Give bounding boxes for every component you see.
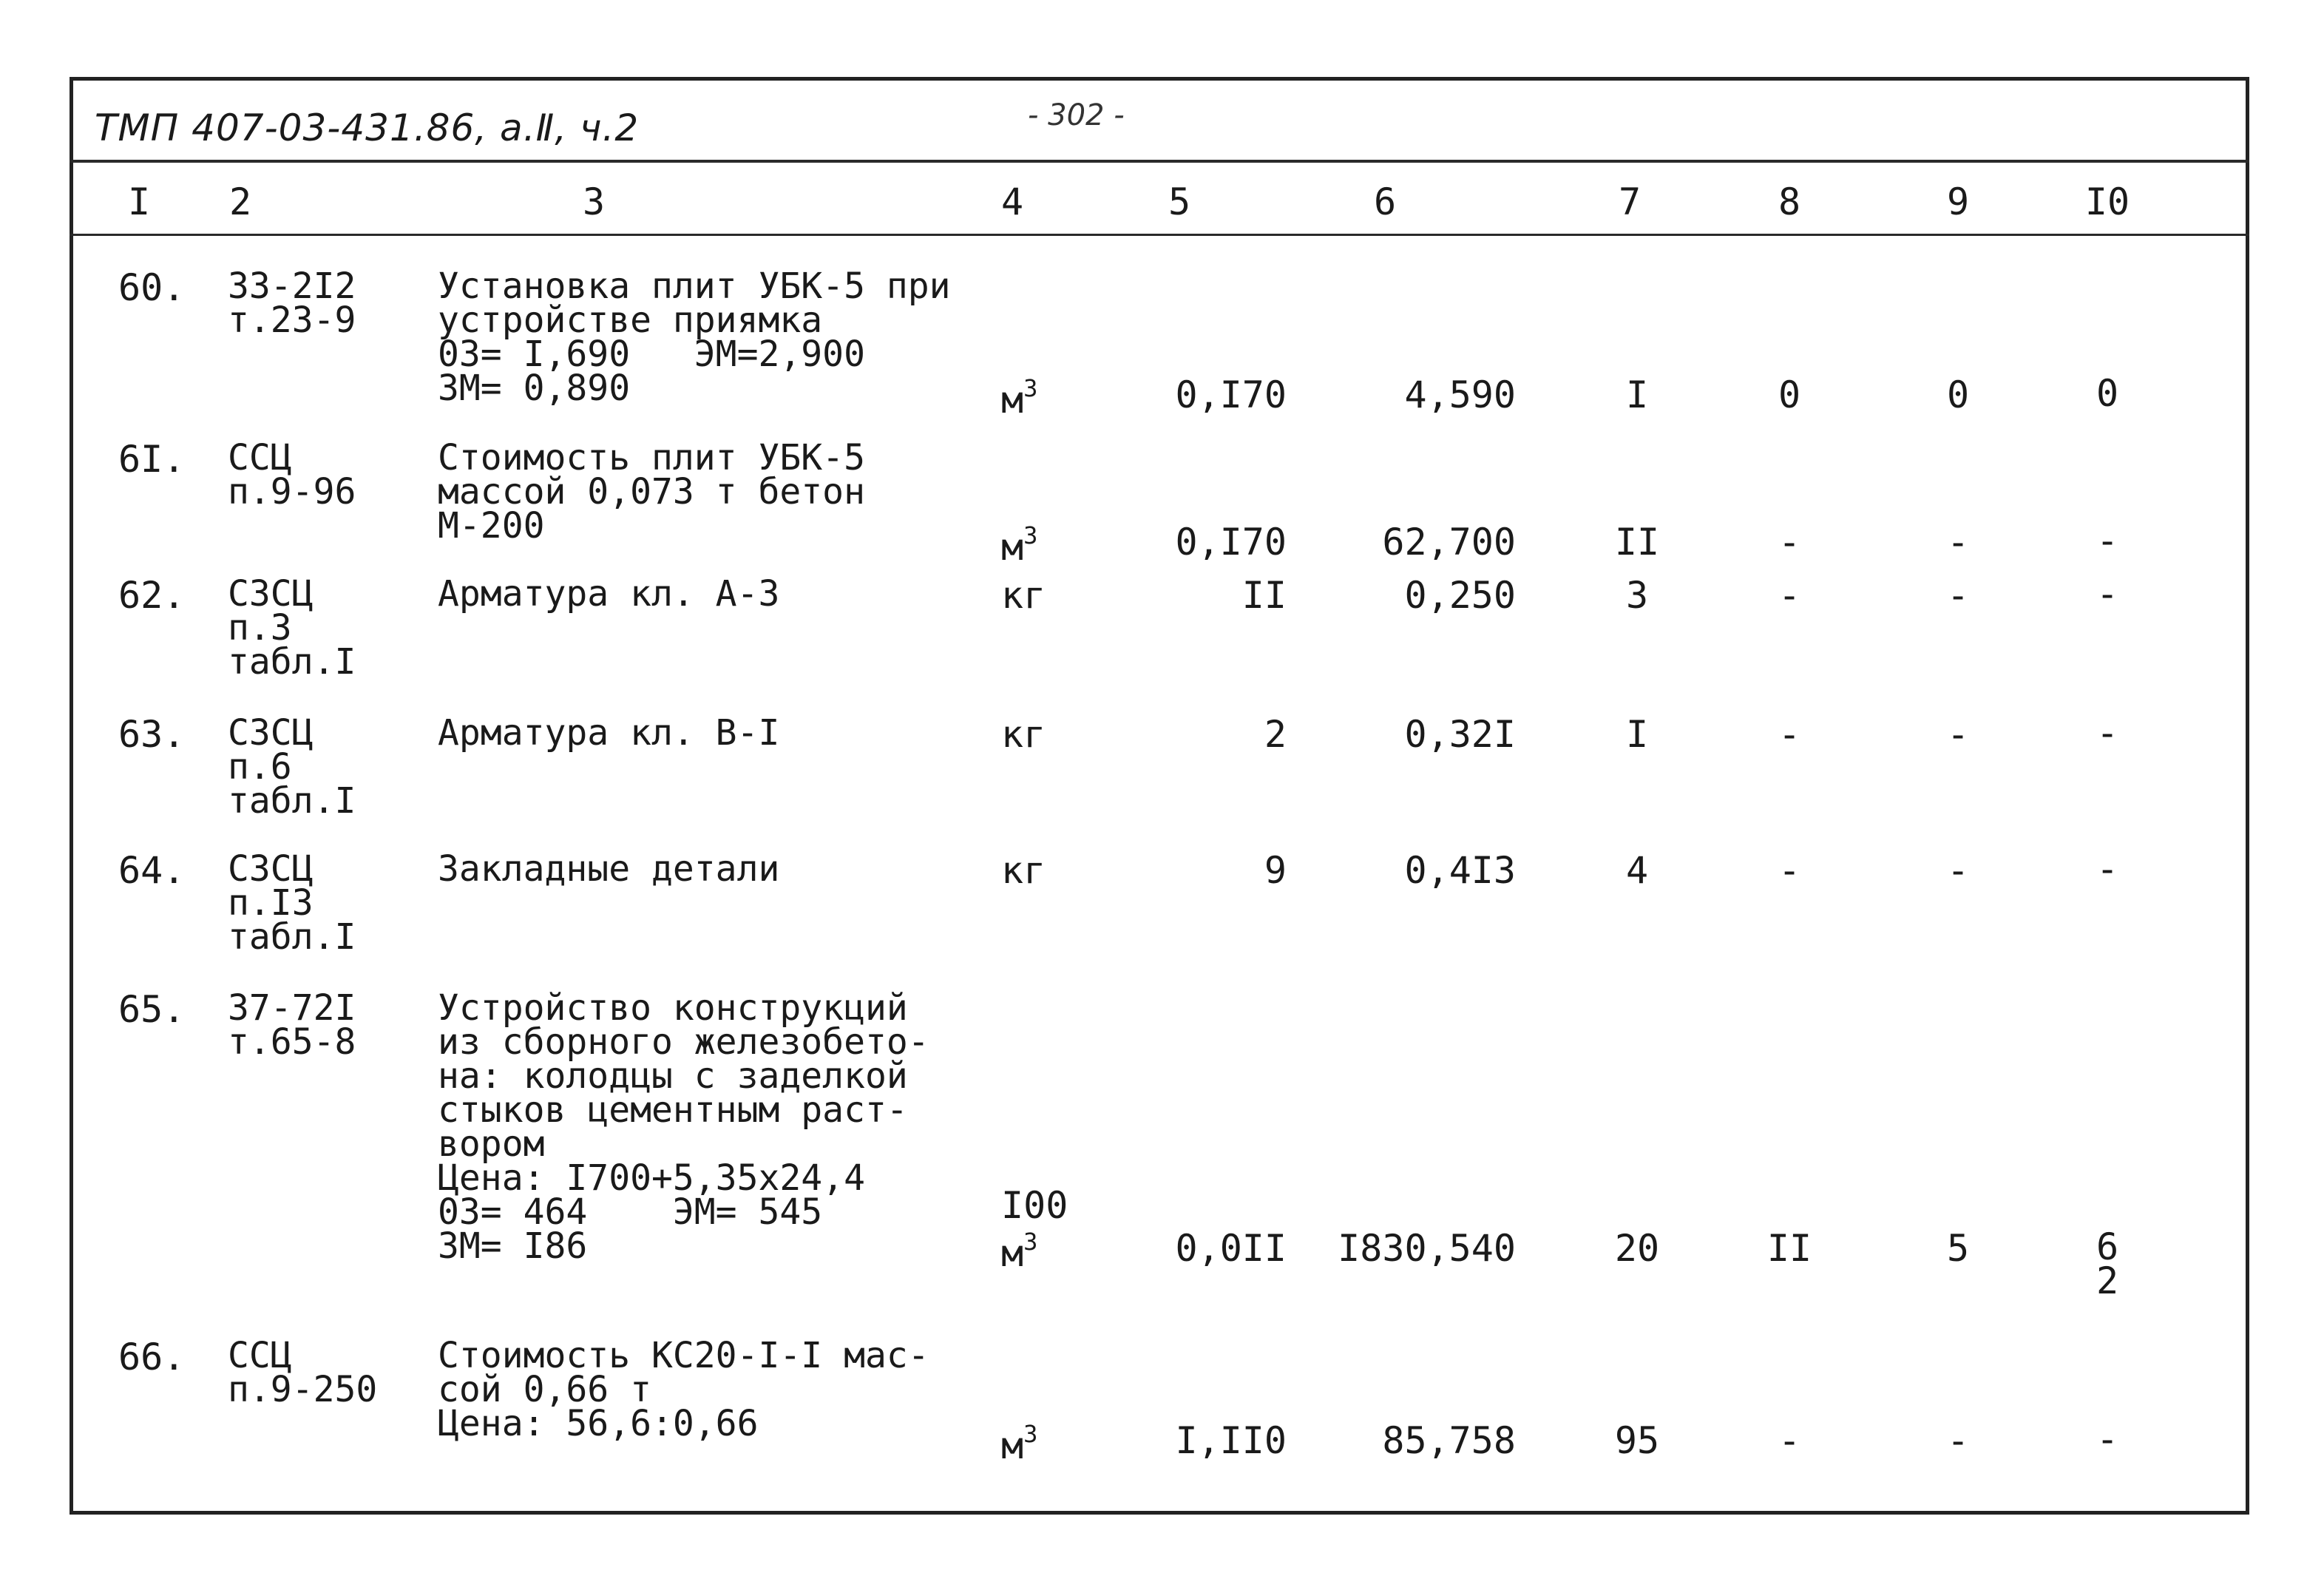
quantity: 0,0II bbox=[1175, 1227, 1287, 1270]
unit-price: 0,4I3 bbox=[1404, 849, 1516, 892]
quantity: I,II0 bbox=[1175, 1419, 1287, 1462]
unit-exponent: 3 bbox=[1023, 521, 1038, 549]
quantity: 0,I70 bbox=[1175, 373, 1287, 416]
work-description: Закладные детали bbox=[438, 848, 780, 890]
unit-exponent: 3 bbox=[1023, 1228, 1038, 1256]
unit-price: 0,250 bbox=[1404, 574, 1516, 617]
col-7-value: I bbox=[1625, 713, 1649, 756]
col-9-value: 5 bbox=[1946, 1227, 1970, 1270]
unit-text: кг bbox=[1001, 574, 1046, 617]
col-10-value: - bbox=[2096, 519, 2119, 562]
col-7-value: I bbox=[1625, 373, 1649, 416]
row-number: 62. bbox=[118, 574, 186, 617]
unit-of-measure bbox=[1001, 574, 1046, 617]
unit-text: м bbox=[1001, 1232, 1024, 1275]
unit-text: м bbox=[1001, 379, 1024, 422]
norm-code: ССЦ п.9-250 bbox=[228, 1335, 378, 1410]
unit-price: 62,700 bbox=[1382, 521, 1516, 564]
row-number: 60. bbox=[118, 266, 186, 309]
col-7-value: 20 bbox=[1614, 1227, 1660, 1270]
unit-of-measure bbox=[1001, 1228, 1038, 1275]
unit-of-measure bbox=[1001, 521, 1038, 569]
column-header-divider bbox=[70, 234, 2249, 236]
col-9-value: - bbox=[1946, 713, 1970, 756]
work-description: Установка плит УБК-5 при устройстве приямка 03= I,690 ЭМ=2,900 ЗМ= 0,890 bbox=[438, 265, 951, 409]
work-description: Арматура кл. В-I bbox=[438, 712, 780, 754]
col-10-value: 6 2 bbox=[2096, 1225, 2119, 1302]
document-frame bbox=[70, 77, 2249, 1515]
col-9-value: 0 bbox=[1946, 373, 1970, 416]
norm-code: СЗСЦ п.I3 табл.I bbox=[228, 848, 356, 958]
column-number-6: 6 bbox=[1374, 180, 1397, 223]
col-9-value: - bbox=[1946, 521, 1970, 564]
norm-code: ССЦ п.9-96 bbox=[228, 437, 356, 512]
row-number: 63. bbox=[118, 713, 186, 756]
col-10-value: 0 bbox=[2096, 372, 2119, 415]
col-7-value: II bbox=[1614, 521, 1660, 564]
row-number: 66. bbox=[118, 1336, 186, 1378]
norm-code: СЗСЦ п.3 табл.I bbox=[228, 573, 356, 683]
quantity: 0,I70 bbox=[1175, 521, 1287, 564]
unit-price: 0,32I bbox=[1404, 713, 1516, 756]
col-10-value: - bbox=[2096, 711, 2119, 754]
col-9-value: - bbox=[1946, 574, 1970, 617]
col-8-value: - bbox=[1778, 713, 1801, 756]
col-7-value: 3 bbox=[1625, 574, 1649, 617]
col-8-value: - bbox=[1778, 1419, 1801, 1462]
col-8-value: - bbox=[1778, 521, 1801, 564]
column-number-1: I bbox=[127, 180, 151, 223]
col-8-value: 0 bbox=[1778, 373, 1801, 416]
unit-exponent: 3 bbox=[1023, 374, 1038, 402]
col-10-value: - bbox=[2096, 848, 2119, 890]
col-9-value: - bbox=[1946, 1419, 1970, 1462]
unit-of-measure bbox=[1001, 374, 1038, 422]
column-number-3: 3 bbox=[583, 180, 606, 223]
document-code: ТМП 407-03-431.86, а.Ⅱ, ч.2 bbox=[95, 106, 640, 149]
unit-of-measure bbox=[1001, 849, 1046, 892]
unit-multiplier: I00 bbox=[1001, 1184, 1068, 1227]
col-10-value: - bbox=[2096, 572, 2119, 615]
unit-price: 85,758 bbox=[1382, 1419, 1516, 1462]
col-7-value: 4 bbox=[1625, 849, 1649, 892]
unit-text: м bbox=[1001, 526, 1024, 569]
unit-exponent: 3 bbox=[1023, 1420, 1038, 1448]
column-number-2: 2 bbox=[229, 180, 252, 223]
col-8-value: - bbox=[1778, 574, 1801, 617]
page-number: - 302 - bbox=[1028, 98, 1125, 132]
unit-of-measure bbox=[1001, 1420, 1038, 1467]
quantity: 9 bbox=[1264, 849, 1287, 892]
work-description: Устройство конструкций из сборного железобето- на: колодцы с заделкой стыков цементным раст- вором Цена: I700+5,35х24,4 03= 464 ЭМ= 545 ЗМ= I86 bbox=[438, 987, 929, 1267]
col-10-value: - bbox=[2096, 1418, 2119, 1461]
unit-text: кг bbox=[1001, 849, 1046, 892]
work-description: Стоимость плит УБК-5 массой 0,073 т бетон М-200 bbox=[438, 437, 865, 547]
column-number-4: 4 bbox=[1001, 180, 1024, 223]
unit-price: 4,590 bbox=[1404, 373, 1516, 416]
work-description: Стоимость КС20-I-I мас- сой 0,66 т Цена: 56,6:0,66 bbox=[438, 1335, 929, 1444]
unit-price: I830,540 bbox=[1338, 1227, 1516, 1270]
column-number-8: 8 bbox=[1778, 180, 1801, 223]
column-number-9: 9 bbox=[1946, 180, 1970, 223]
column-number-7: 7 bbox=[1618, 180, 1642, 223]
norm-code: 33-2I2 т.23-9 bbox=[228, 265, 356, 341]
row-number: 65. bbox=[118, 988, 186, 1031]
column-number-5: 5 bbox=[1168, 180, 1191, 223]
unit-text: м bbox=[1001, 1424, 1024, 1467]
row-number: 6I. bbox=[118, 438, 186, 481]
unit-text: кг bbox=[1001, 713, 1046, 756]
norm-code: СЗСЦ п.6 табл.I bbox=[228, 712, 356, 822]
work-description: Арматура кл. А-3 bbox=[438, 573, 780, 615]
quantity: II bbox=[1241, 574, 1287, 617]
col-8-value: II bbox=[1766, 1227, 1812, 1270]
col-9-value: - bbox=[1946, 849, 1970, 892]
col-8-value: - bbox=[1778, 849, 1801, 892]
quantity: 2 bbox=[1264, 713, 1287, 756]
norm-code: 37-72I т.65-8 bbox=[228, 987, 356, 1063]
unit-of-measure bbox=[1001, 713, 1046, 756]
header-divider bbox=[70, 160, 2249, 163]
column-number-10: I0 bbox=[2084, 180, 2130, 223]
row-number: 64. bbox=[118, 849, 186, 892]
col-7-value: 95 bbox=[1614, 1419, 1660, 1462]
